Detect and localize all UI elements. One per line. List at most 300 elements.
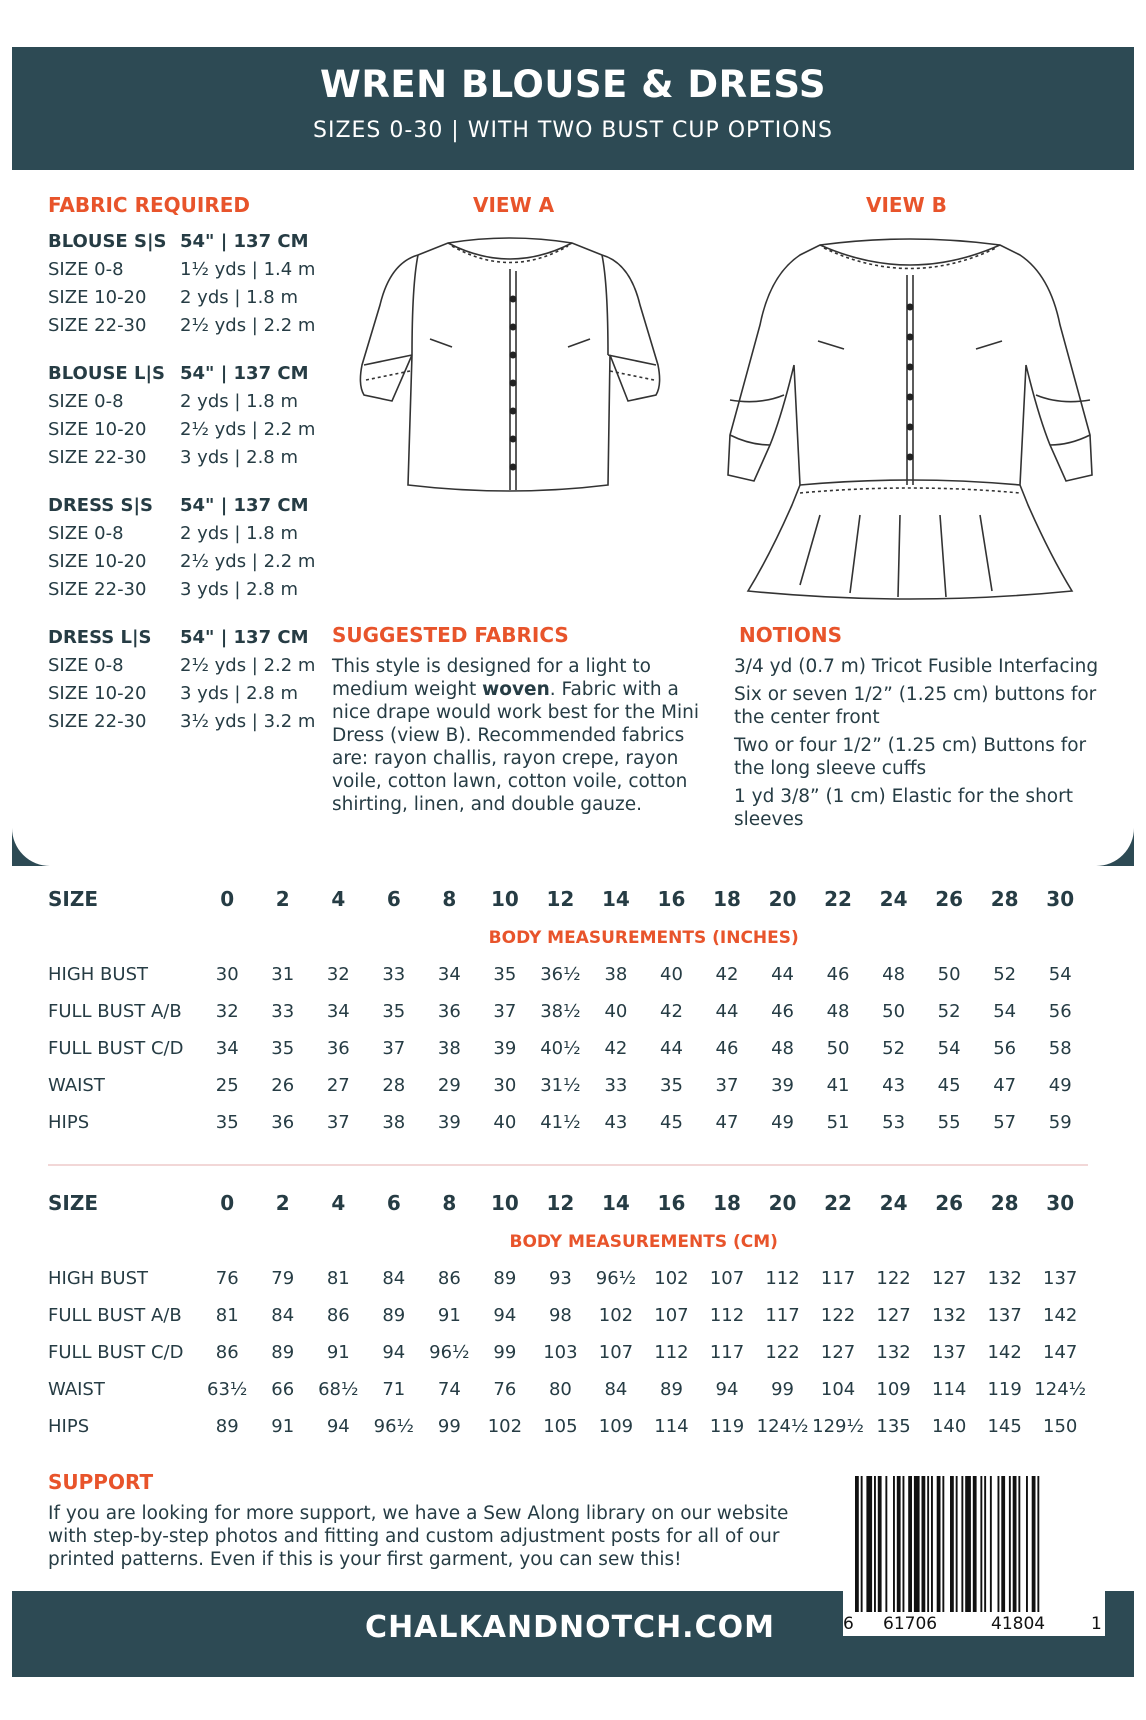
fabric-block-name: DRESS S|S [48,494,153,516]
barcode-bar [1013,1476,1017,1612]
measurement-value: 46 [715,1038,739,1059]
fabric-row [48,575,328,603]
fabric-row [48,547,328,575]
measurement-value: 102 [654,1268,689,1289]
size-chart-inches [48,878,1088,1141]
measurement-value: 99 [493,1342,517,1363]
measurement-value: 127 [931,1268,967,1289]
fabric-row [48,519,328,547]
measurement-row [48,1297,1088,1334]
fabric-size-range: SIZE 22-30 [48,446,147,468]
support-title: SUPPORT [48,1470,154,1494]
suggested-fabrics-text [332,655,712,816]
measurement-value: 132 [987,1268,1022,1289]
measurement-value: 33 [271,1001,295,1022]
suggested-fabrics-text-b: . Fabric with a nice drape would work best for the Mini Dress (view B). Recommended fabrics are: rayon challis, rayon crepe, rayon voile, cotton lawn, cotton voile, cotton shirting, linen, and double gauze. [332,679,700,815]
fabric-amount: 3 yds | 2.8 m [180,682,299,704]
fabric-size-range: SIZE 0-8 [48,654,124,676]
notion-item: 1 yd 3/8” (1 cm) Elastic for the short sleeves [734,786,1073,830]
barcode-bar [922,1476,926,1612]
fabric-block-header [48,491,328,519]
measurement-value: 107 [654,1305,689,1326]
measurement-value: 94 [326,1416,350,1437]
measurement-value: 102 [598,1305,634,1326]
measurement-value: 79 [271,1268,295,1289]
size-header-cell: 8 [442,887,457,911]
measurement-value: 86 [326,1305,350,1326]
measurement-value: 127 [820,1342,856,1363]
measurement-value: 39 [771,1075,794,1096]
size-header-cell: 18 [713,1191,741,1215]
fabric-block-name: BLOUSE S|S [48,230,167,252]
measurement-value: 40 [493,1112,517,1133]
measurement-value: 42 [660,1001,683,1022]
measurement-value: 109 [598,1416,634,1437]
size-header-cell: 16 [657,1191,686,1215]
measurement-value: 35 [215,1112,239,1133]
fabric-amount: 2½ yds | 2.2 m [180,550,316,572]
measurement-value: 45 [937,1075,961,1096]
size-header-cell: 0 [220,1191,235,1215]
size-header-cell: 24 [879,887,908,911]
measurement-value: 34 [326,1001,350,1022]
suggested-fabrics-text-a: This style is designed for a light to medium weight [332,656,651,700]
measurement-value: 35 [660,1075,683,1096]
measurement-value: 33 [382,964,406,985]
measurement-value: 30 [215,964,239,985]
size-header-cell: 26 [935,887,964,911]
barcode-digit-group-2: 41804 [991,1614,1046,1634]
barcode-bars [853,1476,1095,1612]
barcode-bar [950,1476,954,1612]
measurement-value: 47 [715,1112,739,1133]
header [12,47,1134,170]
fabric-amount: 2½ yds | 2.2 m [180,314,316,336]
measurement-label: HIPS [48,1416,90,1437]
measurement-value: 89 [382,1305,406,1326]
measurement-value: 38 [604,964,628,985]
measurement-label: FULL BUST A/B [48,1305,182,1326]
measurement-value: 122 [765,1342,800,1363]
fabric-amount: 3 yds | 2.8 m [180,446,299,468]
fabric-size-range: SIZE 0-8 [48,522,124,544]
measurement-value: 52 [993,964,1017,985]
size-header-cell: 6 [386,1191,401,1215]
measurement-value: 124½ [1034,1379,1087,1400]
barcode-digit-2: 1 [1091,1614,1102,1634]
measurement-value: 117 [765,1305,800,1326]
size-label: SIZE [48,1191,99,1215]
barcode-bar [866,1476,872,1612]
size-header-cell: 14 [602,887,630,911]
fabric-required-title: FABRIC REQUIRED [48,193,250,217]
fabric-amount: 2½ yds | 2.2 m [180,418,316,440]
view-b-label: VIEW B [866,193,947,217]
website-url[interactable]: CHALKANDNOTCH.COM [365,1610,775,1645]
fabric-row [48,679,328,707]
measurement-label: WAIST [48,1379,105,1400]
measurement-value: 89 [660,1379,683,1400]
measurement-value: 99 [771,1379,794,1400]
measurement-value: 91 [437,1305,461,1326]
fabric-row [48,707,328,735]
measurement-row [48,1260,1088,1297]
barcode-bar [885,1476,887,1612]
barcode-bar [980,1476,982,1612]
measurement-row [48,956,1088,993]
measurement-value: 80 [548,1379,572,1400]
suggested-fabrics-emphasis: woven [482,679,550,700]
fabric-row [48,283,328,311]
fabric-width: 54" | 137 CM [180,362,309,384]
measurement-value: 43 [882,1075,906,1096]
measurement-value: 104 [820,1379,856,1400]
measurement-value: 132 [931,1305,967,1326]
measurement-value: 26 [271,1075,295,1096]
size-header-cell: 0 [220,887,235,911]
notion-item: Two or four 1/2” (1.25 cm) Buttons for the long sleeve cuffs [734,735,1087,779]
measurement-row [48,1030,1088,1067]
barcode [843,1476,1105,1636]
barcode-bar [908,1476,912,1612]
size-header-cell: 28 [990,1191,1019,1215]
measurement-value: 44 [771,964,794,985]
fabric-size-range: SIZE 10-20 [48,286,147,308]
notions-list [734,655,1119,836]
measurement-value: 142 [1043,1305,1078,1326]
measurement-value: 89 [271,1342,295,1363]
measurement-value: 94 [715,1379,739,1400]
size-header-cell: 22 [824,1191,852,1215]
measurement-value: 127 [876,1305,911,1326]
measurement-value: 114 [654,1416,689,1437]
measurement-value: 49 [771,1112,794,1133]
measurement-value: 46 [771,1001,794,1022]
measurement-value: 96½ [595,1268,637,1289]
measurement-value: 84 [604,1379,628,1400]
measurement-value: 137 [987,1305,1022,1326]
size-header-cell: 10 [490,887,519,911]
barcode-bar [973,1476,977,1612]
measurement-subtitle-row [48,920,1088,956]
measurement-subtitle: BODY MEASUREMENTS (CM) [509,1232,778,1252]
measurement-value: 37 [715,1075,739,1096]
measurement-value: 89 [493,1268,517,1289]
barcode-digit-1: 6 [843,1614,854,1634]
measurement-value: 31 [271,964,295,985]
fabric-row [48,443,328,471]
notion-item: Six or seven 1/2” (1.25 cm) buttons for the center front [734,684,1097,728]
measurement-label: HIGH BUST [48,964,148,985]
measurement-value: 52 [937,1001,961,1022]
measurement-value: 38½ [540,1001,581,1022]
barcode-bar [998,1476,1000,1612]
measurement-value: 119 [987,1379,1022,1400]
size-header-cell: 24 [879,1191,908,1215]
measurement-value: 49 [1048,1075,1072,1096]
view-a-label: VIEW A [473,193,555,217]
barcode-bar [956,1476,958,1612]
barcode-bar [1001,1476,1005,1612]
measurement-value: 145 [987,1416,1022,1437]
measurement-value: 84 [382,1268,406,1289]
measurement-value: 66 [271,1379,295,1400]
fabric-size-range: SIZE 22-30 [48,314,147,336]
barcode-bar [861,1476,863,1612]
measurement-value: 27 [326,1075,350,1096]
measurement-value: 142 [987,1342,1022,1363]
notion-item: 3/4 yd (0.7 m) Tricot Fusible Interfacing [734,656,1099,677]
fabric-amount: 1½ yds | 1.4 m [180,258,316,280]
size-header-cell: 28 [990,887,1019,911]
size-header-cell: 30 [1046,1191,1075,1215]
table-divider [48,1164,1088,1166]
fabric-block [48,359,328,471]
size-chart-cm [48,1182,1088,1445]
fabric-amount: 3½ yds | 3.2 m [180,710,316,732]
measurement-value: 81 [326,1268,350,1289]
measurement-value: 103 [543,1342,578,1363]
measurement-value: 81 [215,1305,239,1326]
measurement-value: 112 [765,1268,800,1289]
measurement-value: 122 [876,1268,911,1289]
size-header-cell: 14 [602,1191,630,1215]
fabric-block [48,623,328,735]
measurement-value: 86 [215,1342,239,1363]
measurement-value: 140 [931,1416,967,1437]
measurement-value: 55 [937,1112,961,1133]
measurement-value: 76 [215,1268,239,1289]
barcode-digit-group-1: 61706 [883,1614,938,1634]
measurement-value: 91 [271,1416,295,1437]
size-header-cell: 2 [275,1191,290,1215]
measurement-value: 54 [937,1038,961,1059]
size-header-row [48,1182,1088,1224]
measurement-value: 34 [215,1038,239,1059]
measurement-value: 117 [820,1268,856,1289]
measurement-value: 94 [382,1342,406,1363]
measurement-value: 40 [604,1001,628,1022]
notions-title: NOTIONS [739,623,842,647]
fabric-amount: 2 yds | 1.8 m [180,390,299,412]
barcode-bar [855,1476,859,1612]
measurement-value: 52 [882,1038,906,1059]
barcode-bar [874,1476,876,1612]
measurement-value: 44 [660,1038,683,1059]
size-header-cell: 20 [768,887,797,911]
measurement-label: FULL BUST C/D [48,1342,184,1363]
measurement-value: 135 [876,1416,911,1437]
measurement-value: 42 [604,1038,628,1059]
measurement-value: 40½ [540,1038,581,1059]
measurement-value: 59 [1048,1112,1072,1133]
fabric-width: 54" | 137 CM [180,494,309,516]
measurement-value: 86 [437,1268,461,1289]
measurement-value: 34 [437,964,461,985]
measurement-value: 42 [715,964,739,985]
measurement-value: 50 [826,1038,850,1059]
size-label: SIZE [48,887,99,911]
measurement-value: 122 [820,1305,856,1326]
measurement-value: 105 [543,1416,578,1437]
measurement-label: WAIST [48,1075,105,1096]
barcode-bar [903,1476,905,1612]
measurement-value: 137 [931,1342,967,1363]
size-header-cell: 8 [442,1191,457,1215]
size-header-cell: 4 [331,887,346,911]
fabric-size-range: SIZE 22-30 [48,578,147,600]
fabric-amount: 2 yds | 1.8 m [180,286,299,308]
measurement-value: 84 [271,1305,295,1326]
measurement-value: 99 [437,1416,461,1437]
fabric-row [48,255,328,283]
measurement-value: 47 [993,1075,1017,1096]
fabric-amount: 2 yds | 1.8 m [180,522,299,544]
size-header-cell: 6 [386,887,401,911]
page-title: WREN BLOUSE & DRESS [320,63,826,106]
measurement-value: 45 [660,1112,683,1133]
fabric-block [48,491,328,603]
measurement-value: 50 [937,964,961,985]
measurement-row [48,1408,1088,1445]
measurement-value: 96½ [429,1342,470,1363]
fabric-size-range: SIZE 10-20 [48,550,147,572]
measurement-value: 56 [1048,1001,1072,1022]
measurement-row [48,1371,1088,1408]
measurement-value: 31½ [540,1075,581,1096]
measurement-value: 112 [654,1342,689,1363]
measurement-value: 35 [382,1001,406,1022]
measurement-value: 58 [1048,1038,1072,1059]
measurement-value: 41 [826,1075,850,1096]
measurement-value: 33 [604,1075,628,1096]
measurement-value: 94 [493,1305,517,1326]
measurement-value: 54 [1048,964,1072,985]
measurement-value: 124½ [756,1416,809,1437]
fabric-row [48,387,328,415]
measurement-row [48,993,1088,1030]
fabric-row [48,651,328,679]
measurement-value: 25 [215,1075,239,1096]
size-header-cell: 20 [768,1191,797,1215]
blouse-illustration [340,215,680,505]
size-header-cell: 30 [1046,887,1075,911]
measurement-value: 137 [1043,1268,1078,1289]
measurement-value: 38 [382,1112,406,1133]
measurement-label: HIGH BUST [48,1268,148,1289]
barcode-bar [990,1476,992,1612]
measurement-value: 117 [709,1342,745,1363]
fabric-size-range: SIZE 10-20 [48,418,147,440]
measurement-value: 132 [876,1342,911,1363]
measurement-value: 48 [826,1001,850,1022]
fabric-width: 54" | 137 CM [180,230,309,252]
measurement-value: 112 [709,1305,745,1326]
barcode-bar [931,1476,933,1612]
measurement-value: 48 [771,1038,794,1059]
measurement-value: 32 [215,1001,239,1022]
size-header-cell: 10 [490,1191,519,1215]
measurement-value: 36 [437,1001,461,1022]
barcode-bar [1009,1476,1011,1612]
measurement-value: 28 [382,1075,406,1096]
fabric-amount: 3 yds | 2.8 m [180,578,299,600]
fabric-block-name: DRESS L|S [48,626,152,648]
measurement-value: 40 [660,964,683,985]
measurement-value: 44 [715,1001,739,1022]
measurement-label: FULL BUST C/D [48,1038,184,1059]
measurement-value: 119 [709,1416,745,1437]
measurement-value: 56 [993,1038,1017,1059]
measurement-value: 30 [493,1075,517,1096]
dress-illustration [720,215,1100,605]
measurement-value: 96½ [373,1416,414,1437]
barcode-bar [927,1476,929,1612]
measurement-value: 37 [493,1001,517,1022]
size-header-cell: 16 [657,887,686,911]
fabric-block-header [48,227,328,255]
measurement-value: 36½ [540,964,581,985]
fabric-size-range: SIZE 0-8 [48,258,124,280]
measurement-value: 35 [493,964,517,985]
measurement-value: 107 [709,1268,745,1289]
fabric-block-name: BLOUSE L|S [48,362,165,384]
measurement-subtitle: BODY MEASUREMENTS (INCHES) [488,928,799,948]
barcode-bar [1037,1476,1039,1612]
measurement-row [48,1104,1088,1141]
measurement-value: 114 [931,1379,967,1400]
suggested-fabrics-title: SUGGESTED FABRICS [332,623,569,647]
measurement-value: 39 [493,1038,517,1059]
page-subtitle: SIZES 0-30 | WITH TWO BUST CUP OPTIONS [313,118,833,143]
barcode-bar [1032,1476,1036,1612]
barcode-bar [984,1476,986,1612]
measurement-value: 74 [437,1379,461,1400]
barcode-bar [1018,1476,1020,1612]
fabric-block [48,227,328,339]
fabric-row [48,415,328,443]
support-text: If you are looking for more support, we have a Sew Along library on our website with step-by-step photos and fitting and custom adjustment posts for all of our printed patterns. Even if this is your first garment, you can sew this! [48,1503,789,1570]
measurement-value: 91 [326,1342,350,1363]
barcode-bar [965,1476,971,1612]
measurement-value: 48 [882,964,906,985]
measurement-value: 63½ [207,1379,248,1400]
measurement-value: 29 [437,1075,461,1096]
size-header-cell: 12 [546,887,575,911]
measurement-value: 37 [326,1112,350,1133]
barcode-bar [1026,1476,1028,1612]
measurement-value: 89 [215,1416,239,1437]
size-header-cell: 2 [275,887,290,911]
barcode-bar [893,1476,895,1612]
size-header-cell: 18 [713,887,741,911]
measurement-value: 68½ [318,1379,359,1400]
size-header-cell: 4 [331,1191,346,1215]
size-header-cell: 12 [546,1191,575,1215]
fabric-amount: 2½ yds | 2.2 m [180,654,316,676]
measurement-value: 35 [271,1038,295,1059]
size-header-cell: 26 [935,1191,964,1215]
fabric-size-range: SIZE 10-20 [48,682,147,704]
measurement-value: 43 [604,1112,628,1133]
measurement-value: 102 [487,1416,523,1437]
measurement-value: 109 [876,1379,911,1400]
measurement-value: 36 [271,1112,295,1133]
measurement-value: 51 [826,1112,850,1133]
fabric-row [48,311,328,339]
measurement-value: 41½ [540,1112,581,1133]
measurement-label: HIPS [48,1112,90,1133]
